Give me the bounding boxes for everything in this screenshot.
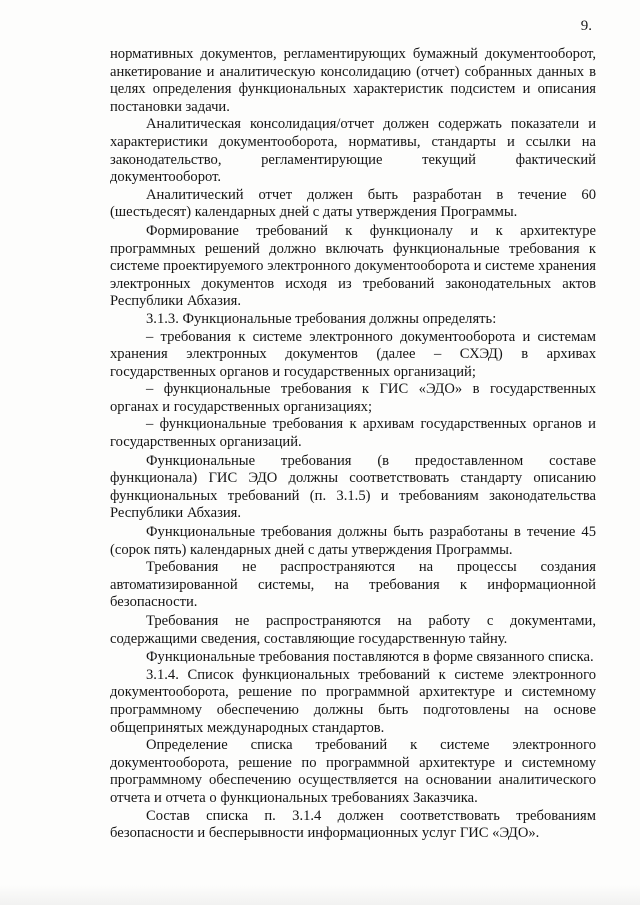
paragraph: Функциональные требования поставляются в форме связанного списка.	[146, 649, 594, 666]
section-paragraph: 3.1.4. Список функциональных требований к системе электронного документооборота, решение по программной архитектуре и системному программному обеспечению должны быть подготовлены на основе общепринятых международных стандартов.	[110, 666, 596, 736]
paragraph: Формирование требований к функционалу и к архитектуре программных решений должно включать функциональные требования к системе проектируемого электронного документооборота и системе хранения электронных документов исходя из требований законодательных актов Республики Абхазия.	[110, 222, 596, 310]
page-bottom-edge	[0, 885, 640, 905]
paragraph: Состав списка п. 3.1.4 должен соответствовать требованиям безопасности и бесперывности информационных услуг ГИС «ЭДО».	[110, 807, 596, 842]
paragraph: Требования не распространяются на работу с документами, содержащими сведения, составляющие государственную тайну.	[110, 613, 596, 647]
list-item: – функциональные требования к ГИС «ЭДО» в государственных органах и государственных организациях;	[110, 381, 596, 415]
paragraph: Функциональные требования должны быть разработаны в течение 45 (сорок пять) календарных дней с даты утверждения Программы.	[110, 524, 596, 558]
page-number: 9.	[580, 18, 592, 34]
paragraph: Требования не распространяются на процессы создания автоматизированной системы, на требования к информационной безопасности.	[110, 559, 596, 611]
document-body	[110, 46, 596, 843]
paragraph: Аналитическая консолидация/отчет должен содержать показатели и характеристики документооборота, нормативы, стандарты и ссылки на законодательство, регламентирующие текущий фактический документооборот.	[110, 116, 596, 186]
list-item: – функциональные требования к архивам государственных органов и государственных организаций.	[110, 416, 596, 451]
paragraph: Определение списка требований к системе электронного документооборота, решение по программной архитектуре и системному программному обеспечению осуществляется на основании аналитического отчета и отчета о функциональных требованиях Заказчика.	[110, 737, 596, 806]
paragraph: Функциональные требования (в предоставленном составе функционала) ГИС ЭДО должны соответствовать стандарту описанию функциональных требований (п. 3.1.5) и требованиям законодательства Республики Абхазия.	[110, 452, 596, 522]
paragraph: нормативных документов, регламентирующих бумажный документооборот, анкетирование и аналитическую консолидацию (отчет) собранных данных в целях определения функциональных характеристик подсистем и описания постановки задачи.	[110, 46, 596, 115]
list-item: – требования к системе электронного документооборота и системам хранения электронных документов (далее – СХЭД) в архивах государственных органов и государственных организаций;	[110, 328, 596, 380]
section-heading: 3.1.3. Функциональные требования должны определять:	[146, 310, 497, 327]
paragraph: Аналитический отчет должен быть разработан в течение 60 (шестьдесят) календарных дней с даты утверждения Программы.	[110, 186, 596, 221]
